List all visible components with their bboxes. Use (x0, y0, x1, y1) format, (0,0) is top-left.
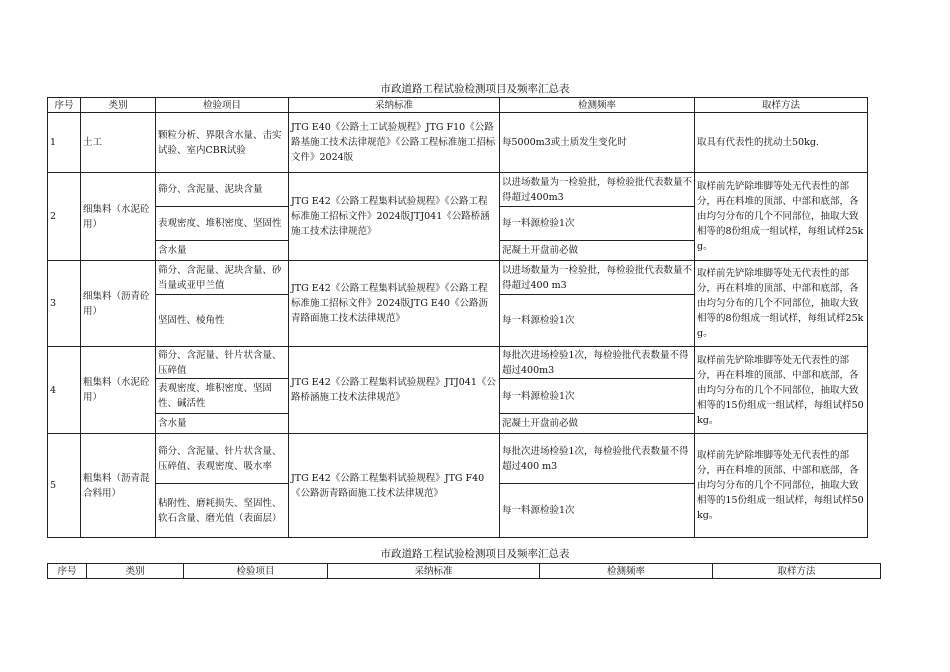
frequency-cell: 每一料源检验1次 (500, 207, 695, 241)
header-cell: 序号 (48, 564, 87, 579)
items-cell: 筛分、含泥量、泥块含量 (156, 173, 289, 207)
header-cell: 检测频率 (540, 564, 713, 579)
table-row (48, 173, 868, 207)
frequency-cell: 每一料源检验1次 (500, 379, 695, 414)
row-number: 3 (48, 261, 81, 347)
sampling-cell: 取样前先铲除堆脚等处无代表性的部分，再在料堆的顶部、中部和底部，各由均匀分布的几个不同部位，抽取大致相等的15份组成一组试样，每组试样50kg。 (695, 434, 868, 538)
header-cell: 类别 (81, 98, 156, 113)
header-row (48, 98, 868, 113)
standard-cell: JTG E42《公路工程集料试验规程》JTG F40《公路沥青路面施工技术法律规范》 (289, 434, 500, 538)
repeat-table-title: 市政道路工程试验检测项目及频率汇总表 (380, 548, 570, 560)
items-cell: 含水量 (156, 241, 289, 261)
header-cell: 采纳标准 (289, 98, 500, 113)
header-cell: 取样方法 (713, 564, 881, 579)
items-cell: 筛分、含泥量、泥块含量、砂当量或亚甲兰值 (156, 261, 289, 295)
row-number: 4 (48, 347, 81, 434)
sampling-cell: 取样前先铲除堆脚等处无代表性的部分，再在料堆的顶部、中部和底部，各由均匀分布的几个不同部位，抽取大致相等的15份组成一组试样，每组试样50kg。 (695, 347, 868, 434)
table-row (48, 261, 868, 295)
items-cell: 表观密度、堆积密度、坚固性、碱活性 (156, 379, 289, 414)
standard-cell: JTG E42《公路工程集料试验规程》JTJ041《公路桥涵施工技术法律规范》 (289, 347, 500, 434)
header-cell: 序号 (48, 98, 81, 113)
category-cell: 细集料（水泥砼用） (81, 173, 156, 261)
category-cell: 粗集料（水泥砼用） (81, 347, 156, 434)
frequency-cell: 每批次进场检验1次，每检验批代表数量不得超过400 m3 (500, 434, 695, 484)
frequency-cell: 以进场数量为一检验批，每检验批代表数量不得超过400 m3 (500, 261, 695, 295)
items-cell: 坚固性、棱角性 (156, 295, 289, 347)
frequency-cell: 以进场数量为一检验批，每检验批代表数量不得超过400m3 (500, 173, 695, 207)
sampling-cell: 取样前先铲除堆脚等处无代表性的部分，再在料堆的顶部、中部和底部，各由均匀分布的几个不同部位，抽取大致相等的8份组成一组试样，每组试样25kg。 (695, 261, 868, 347)
items-cell: 筛分、含泥量、针片状含量、压碎值 (156, 347, 289, 379)
table-row (48, 113, 868, 173)
standard-cell: JTG E42《公路工程集料试验规程》《公路工程标准施工招标文件》2024版JTG E40《公路沥青路面施工技术法律规范》 (289, 261, 500, 347)
repeat-header-table (47, 563, 881, 579)
standard-cell: JTG E40《公路土工试验规程》JTG F10《公路路基施工技术法律规范》《公路工程标准施工招标文件》2024版 (289, 113, 500, 173)
table-title: 市政道路工程试验检测项目及频率汇总表 (380, 83, 570, 95)
frequency-cell: 每一料源检验1次 (500, 484, 695, 538)
header-cell: 类别 (87, 564, 184, 579)
header-cell: 检测频率 (500, 98, 695, 113)
row-number: 1 (48, 113, 81, 173)
table-row (48, 347, 868, 379)
items-cell: 含水量 (156, 414, 289, 434)
category-cell: 粗集料（沥青混合料用） (81, 434, 156, 538)
category-cell: 细集料（沥青砼用） (81, 261, 156, 347)
category-cell: 土工 (81, 113, 156, 173)
header-cell: 取样方法 (695, 98, 868, 113)
frequency-cell: 泥凝土开盘前必做 (500, 414, 695, 434)
sampling-cell: 取样前先铲除堆脚等处无代表性的部分，再在料堆的顶部、中部和底部，各由均匀分布的几个不同部位，抽取大致相等的8份组成一组试样，每组试样25kg。 (695, 173, 868, 261)
row-number: 2 (48, 173, 81, 261)
items-cell: 筛分、含泥量、针片状含量、压碎值、表观密度、吸水率 (156, 434, 289, 484)
frequency-cell: 每5000m3或土质发生变化时 (500, 113, 695, 173)
header-cell: 采纳标准 (328, 564, 540, 579)
items-cell: 颗粒分析、界限含水量、击实试验、室内CBR试验 (156, 113, 289, 173)
header-cell: 检验项目 (184, 564, 328, 579)
row-number: 5 (48, 434, 81, 538)
summary-table (47, 97, 868, 538)
header-cell: 检验项目 (156, 98, 289, 113)
sampling-cell: 取具有代表性的扰动土50kg. (695, 113, 868, 173)
table-row (48, 434, 868, 484)
frequency-cell: 泥凝土开盘前必做 (500, 241, 695, 261)
standard-cell: JTG E42《公路工程集料试验规程》《公路工程标准施工招标文件》2024版JTJ041《公路桥涵施工技术法律规范》 (289, 173, 500, 261)
frequency-cell: 每批次进场检验1次，每检验批代表数量不得超过400m3 (500, 347, 695, 379)
items-cell: 表观密度、堆积密度、坚固性 (156, 207, 289, 241)
header-row (48, 564, 881, 579)
items-cell: 粘附性、磨耗损失、坚固性、软石含量、磨光值（表面层） (156, 484, 289, 538)
frequency-cell: 每一料源检验1次 (500, 295, 695, 347)
